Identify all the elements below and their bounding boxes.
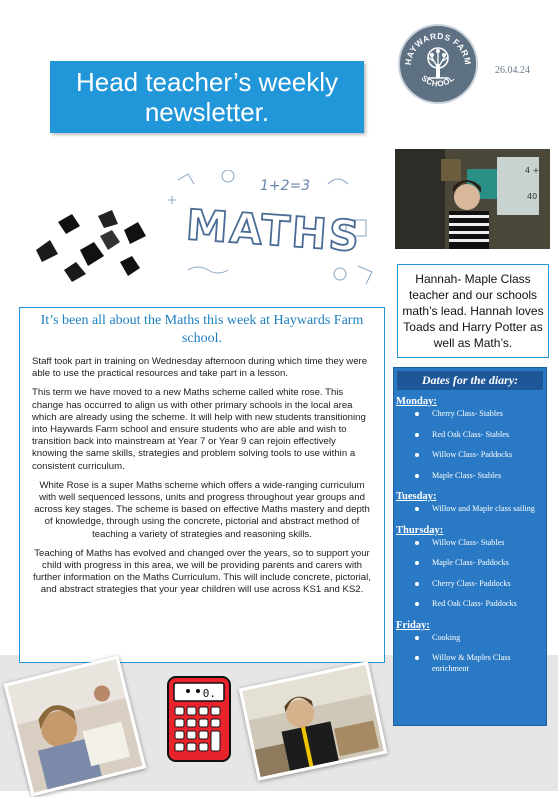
newsletter-date: 26.04.24	[495, 65, 530, 76]
diary-panel	[393, 367, 547, 726]
article-box	[19, 307, 385, 663]
diary-item: Cherry Class- Stables	[394, 409, 546, 420]
board-number-1: 4 +	[525, 166, 540, 175]
diary-item: Red Oak Class- Paddocks	[394, 599, 546, 610]
diary-item: Willow Class- Stables	[394, 538, 546, 549]
article-paragraph: Staff took part in training on Wednesday afternoon during which time they were able to use the practical resources and take part in a lesson.	[32, 356, 368, 380]
article-paragraph: This term we have moved to a new Maths scheme called white rose. This change has occurred to align us with other primary schools in the local area which are already using the scheme. It will help with new students transitioning into Haywards Farm school and ensure students who are able and wish to transition back into mainstream at Year 7 or Year 9 can rejoin effectively knowing the same skills, strategies and problem solving tools to use within a consistent curriculum.	[32, 387, 366, 472]
logo-bottom-text: SCHOOL	[419, 73, 457, 89]
diary-day: Tuesday:	[396, 491, 437, 502]
tree-icon	[428, 48, 448, 78]
board-number-2: 40	[527, 192, 538, 201]
maths-doodle-art	[28, 170, 390, 288]
diary-item: Willow & Maples Class enrichment	[394, 653, 546, 674]
logo-top-text: HAYWARDS FARM	[402, 30, 474, 66]
article-heading: It’s been all about the Maths this week at Haywards Farm school.	[40, 313, 364, 346]
calculator-icon	[164, 675, 234, 763]
page-title: Head teacher’s weekly newsletter.	[50, 61, 364, 133]
article-paragraph: White Rose is a super Maths scheme which offers a wide-ranging curriculum with well sequenced lessons, units and progress throughout year groups and across key stages. The scheme is based on effective Maths mastery and depth of knowledge, through using the concrete, pictorial and abstract method of teaching a variety of strategies and reasoning skills.	[34, 479, 370, 540]
diary-item: Willow Class- Paddocks	[394, 450, 546, 461]
diary-item: Cooking	[394, 633, 546, 644]
diary-item: Maple Class- Paddocks	[394, 558, 546, 569]
shapes-icon	[36, 210, 146, 282]
diary-title: Dates for the diary:	[397, 371, 543, 390]
school-logo	[398, 24, 478, 104]
diary-day: Friday:	[396, 619, 430, 631]
maths-equation: 1+2=3	[260, 178, 311, 194]
maths-word: MATHS	[184, 200, 363, 262]
diary-item: Cherry Class- Paddocks	[394, 579, 546, 590]
article-paragraph: Teaching of Maths has evolved and changed over the years, so to support your child with progress in this area, we will be providing parents and carers with further information on the Maths Curriculum. This will include concrete, pictorial, and abstract strategies that your year children will use across KS1 and KS2.	[33, 547, 371, 596]
calculator-display: 0.	[202, 687, 216, 700]
diary-item: Willow and Maple class sailing	[394, 504, 546, 515]
diary-day: Monday:	[396, 396, 437, 407]
diary-item: Red Oak Class- Stables	[394, 430, 546, 441]
teacher-caption: Hannah- Maple Class teacher and our schools math’s lead. Hannah loves Toads and Harry Potter as well as Math’s.	[397, 264, 549, 358]
teacher-photo	[395, 149, 550, 249]
diary-item: Maple Class- Stables	[394, 471, 546, 482]
diary-day: Thursday:	[396, 524, 444, 536]
